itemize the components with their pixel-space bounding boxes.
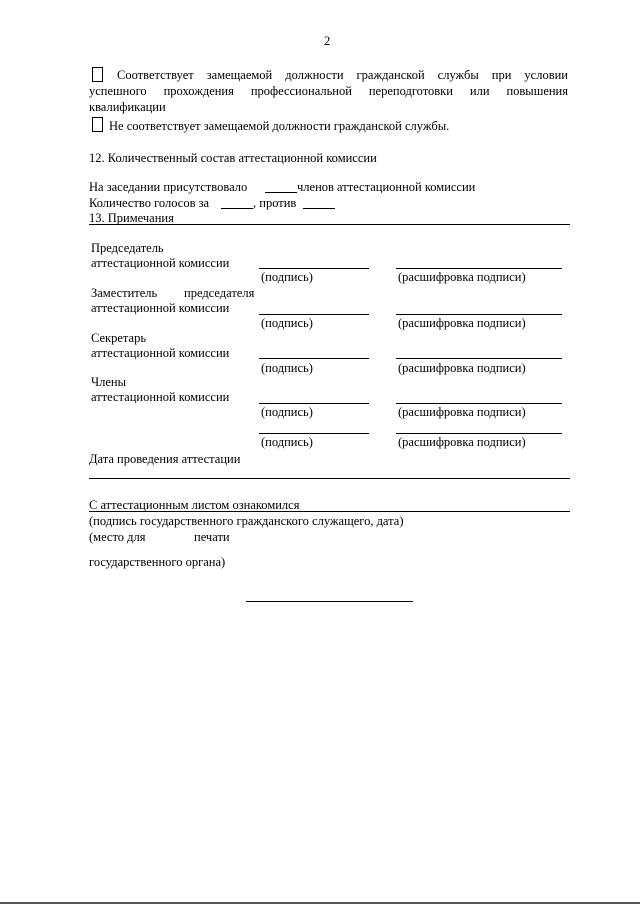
seal-place-word1: (место для [89, 530, 146, 544]
member1-decryption-caption: (расшифровка подписи) [398, 405, 526, 419]
closing-separator [246, 601, 413, 602]
secretary-label-line1: Секретарь [91, 331, 147, 345]
deputy-label-word2: председателя [184, 286, 255, 300]
member1-decryption-field[interactable] [396, 403, 562, 404]
present-suffix: членов аттестационной комиссии [297, 180, 476, 194]
present-count-field[interactable] [265, 192, 297, 193]
bottom-page-edge [0, 902, 640, 904]
acquainted-field[interactable] [89, 511, 570, 512]
deputy-label-line2: аттестационной комиссии [91, 301, 230, 315]
chairman-label-line1: Председатель [91, 241, 164, 255]
acquainted-caption: (подпись государственного гражданского служащего, дата) [89, 514, 404, 528]
member2-decryption-field[interactable] [396, 433, 562, 434]
secretary-decryption-caption: (расшифровка подписи) [398, 361, 526, 375]
member2-decryption-caption: (расшифровка подписи) [398, 435, 526, 449]
acquainted-title: С аттестационным листом ознакомился [89, 498, 300, 512]
votes-against-label: , против [253, 196, 297, 210]
chairman-signature-caption: (подпись) [261, 270, 313, 284]
secretary-decryption-field[interactable] [396, 358, 562, 359]
deputy-decryption-caption: (расшифровка подписи) [398, 316, 526, 330]
seal-place-word2: печати [194, 530, 230, 544]
option-conditional-line3: квалификации [89, 100, 166, 114]
attestation-date-label: Дата проведения аттестации [89, 452, 241, 466]
deputy-signature-caption: (подпись) [261, 316, 313, 330]
present-prefix: На заседании присутствовало [89, 180, 248, 194]
chairman-label-line2: аттестационной комиссии [91, 256, 230, 270]
member2-signature-field[interactable] [259, 433, 369, 434]
page-number: 2 [324, 34, 331, 48]
secretary-signature-caption: (подпись) [261, 361, 313, 375]
secretary-label-line2: аттестационной комиссии [91, 346, 230, 360]
checkbox-not-compliant[interactable] [92, 117, 103, 132]
deputy-decryption-field[interactable] [396, 314, 562, 315]
deputy-signature-field[interactable] [259, 314, 369, 315]
deputy-label-word1: Заместитель [91, 286, 158, 300]
member1-signature-field[interactable] [259, 403, 369, 404]
chairman-decryption-field[interactable] [396, 268, 562, 269]
member2-signature-caption: (подпись) [261, 435, 313, 449]
notes-field[interactable] [89, 224, 570, 225]
secretary-signature-field[interactable] [259, 358, 369, 359]
section-12-title: 12. Количественный состав аттестационной комиссии [89, 151, 377, 165]
attestation-date-field[interactable] [89, 478, 570, 479]
votes-against-field[interactable] [303, 208, 335, 209]
votes-prefix: Количество голосов за [89, 196, 210, 210]
option-conditional-line1: Соответствует замещаемой должности гражданской службы при условии [117, 68, 568, 82]
checkbox-conditional-compliance[interactable] [92, 67, 103, 82]
seal-place-line2: государственного органа) [89, 555, 226, 569]
chairman-decryption-caption: (расшифровка подписи) [398, 270, 526, 284]
member1-signature-caption: (подпись) [261, 405, 313, 419]
chairman-signature-field[interactable] [259, 268, 369, 269]
option-not-compliant: Не соответствует замещаемой должности гражданской службы. [109, 119, 450, 133]
votes-for-field[interactable] [221, 208, 253, 209]
section-13-title: 13. Примечания [89, 211, 174, 225]
option-conditional-line2: успешного прохождения профессиональной переподготовки или повышения [89, 84, 568, 98]
members-label-line2: аттестационной комиссии [91, 390, 230, 404]
members-label-line1: Члены [91, 375, 126, 389]
